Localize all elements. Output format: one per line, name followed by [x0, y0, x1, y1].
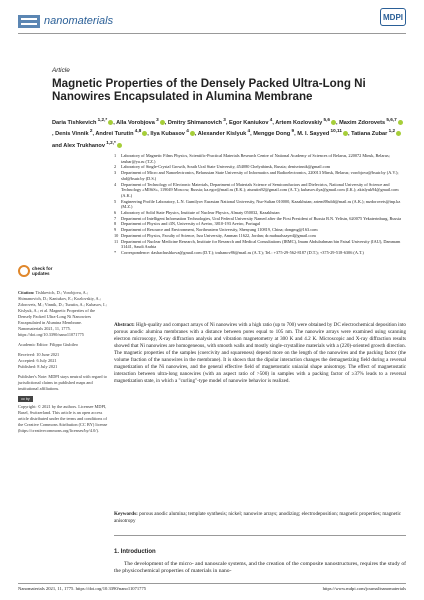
author-affiliation-marker: 1,2 [387, 128, 396, 134]
orcid-icon[interactable] [190, 131, 195, 136]
affiliation-number: 11 [114, 238, 119, 244]
author-name[interactable]: Maxim Zdorovets [339, 119, 386, 126]
author-affiliation-marker: 4 [184, 128, 189, 134]
author-name[interactable]: Andrei Turutin [95, 131, 134, 138]
author-affiliation-marker: 9 [290, 128, 295, 134]
author-affiliation-marker: 4 [268, 117, 273, 122]
affiliation-text: Department of Nuclear Medicine Research, Institute for Research and Medical Consultations (IRMC), Imam Abdulrahman bin Faisal University (IAU), Dammam 31441, Saudi Arabia [121, 238, 401, 250]
affiliation-text: Engineering Profile Laboratory, L.N. Gumilyov Eurasian National University, Nur-Sultan 010000, Kazakhstan; artem88sddt@mail.ru (A.K.); mzdorovets@inp.kz (M.Z.) [121, 198, 401, 210]
affiliation-item [114, 182, 406, 199]
affiliation-number: * [114, 249, 117, 255]
author-name[interactable]: Artem Kozlovskiy [275, 119, 323, 126]
author-name[interactable]: Tatiana Zubar [351, 131, 388, 138]
citation-text: Tishkevich, D.; Vorobjova, A.; Shimanovich, D.; Kaniukov, E.; Kozlovskiy, A.; Zdorovets, M.; Vinnik, D.; Turutin, A.; Kubasov, I.; Kislyuk, A.; et al. Magnetic Properties of the Densely Packed Ultra-Long Ni Nanowires Encapsulated in Alumina Membrane. Nanomaterials 2021, 11, 1775. https://doi.org/10.3390/nano11071775 [18, 290, 107, 337]
keywords-label: Keywords: [114, 511, 138, 517]
footer-divider [18, 583, 406, 584]
affiliation-text: Department of Physics, Faculty of Science, Isra University, Amman 11622, Jordan; dr.mabualssayed@gmail.com [121, 232, 316, 238]
check-updates-line2: updates [32, 271, 50, 277]
author-name[interactable]: Dmitry Shimanovich [167, 119, 222, 126]
affiliation-text: Laboratory of Magnetic Films Physics, Scientific-Practical Materials Research Centre of National Academy of Sciences of Belarus, 220072 Minsk, Belarus; tzubar@ya.ru (T.Z.) [121, 153, 390, 164]
orcid-icon[interactable] [142, 131, 147, 136]
abstract [114, 322, 406, 385]
orcid-icon[interactable] [398, 120, 403, 125]
affiliation-list [114, 153, 406, 256]
author-name[interactable]: Alex Trukhanov [63, 142, 105, 149]
affiliation-text: Correspondence: dashachushkova@gmail.com (D.T.); truhanov86@mail.ru (A.T.); Tel.: +375-29-562-8187 (D.T.); +375-29-518-6306 (A.T.) [121, 249, 364, 255]
author-name[interactable]: M. I. Sayyed [297, 131, 330, 138]
copyright-notice: Copyright: © 2021 by the authors. Licensee MDPI, Basel, Switzerland. This article is an open access article distributed under the terms and conditions of the Creative Commons Attribution (CC BY) license (https://creativecommons.org/licenses/by/4.0/). [18, 404, 108, 433]
citation-label: Citation: [18, 290, 35, 295]
affiliation-text: Department of Micro and Nanoelectronics, Belarusian State University of Informatics and Radioelectronics, 220013 Minsk, Belarus; vorobjova@bsuir.by (A.V.); shd@bsuir.by (D.S.) [121, 170, 399, 181]
citation-block [18, 290, 108, 338]
orcid-icon[interactable] [343, 131, 348, 136]
author-name[interactable]: Egor Kaniukov [228, 119, 269, 126]
footer-citation[interactable]: Nanomaterials 2021, 11, 1775. https://doi.org/10.3390/nano11071775 [18, 586, 147, 591]
journal-header [18, 12, 113, 30]
author-affiliation-marker: 4 [246, 128, 251, 134]
intro-paragraph: The development of the micro- and nanoscale systems, and the creation of the composite nanostructures, requires the study of the physicochemical properties of materials in nano- [114, 561, 406, 575]
author-affiliation-marker: 5,6,7 [385, 117, 397, 122]
affiliation-text: Department of Technology of Electronic Materials, Department of Materials Science of Semiconductors and Dielectrics, National University of Science and Technology «MISiS», 119049 Moscow, Russia; ka.egor@mail.ru (E.K.); aturutin92@gmail.com (A.T.); kubasov.ilya@gmail.com (I.K.); akislyuk94@gmail.com (A.K.) [121, 181, 399, 198]
keywords [114, 511, 406, 525]
journal-name: nanomaterials [44, 15, 114, 28]
published-date: Published: 8 July 2021 [18, 364, 58, 369]
author-affiliation-marker: 2 [88, 128, 93, 134]
accepted-date: Accepted: 6 July 2021 [18, 358, 57, 363]
affiliation-text: Department of Resource and Environment, Northeastern University, Shenyang 110819, China; dongmg@163.com [121, 227, 318, 233]
orcid-icon[interactable] [117, 143, 122, 148]
header-divider [18, 33, 406, 34]
affiliation-item [114, 250, 406, 256]
affiliation-item [114, 199, 406, 210]
author-name[interactable]: Daria Tishkevich [52, 119, 97, 126]
article-title: Magnetic Properties of the Densely Packed Ultra-Long Ni Nanowires Encapsulated in Alumina Membrane [52, 77, 366, 103]
affiliation-number: 2 [114, 164, 117, 170]
affiliation-text: Department of Physics and i3N, University of Aveiro, 3810-193 Aveiro, Portugal [121, 221, 261, 227]
affiliation-number: 3 [114, 170, 117, 176]
affiliation-number: 8 [114, 221, 117, 227]
affiliation-item [114, 239, 406, 250]
orcid-icon[interactable] [396, 131, 401, 136]
affiliation-number: 1 [114, 153, 117, 158]
author-name[interactable]: Denis Vinnik [55, 131, 89, 138]
author-affiliation-marker: 4,8 [133, 128, 142, 134]
author-affiliation-marker: 5,6 [322, 117, 330, 122]
affiliation-number: 7 [114, 215, 117, 221]
check-for-updates[interactable] [18, 262, 70, 280]
author-affiliation-marker: 1,2,* [104, 139, 116, 145]
affiliation-number: 4 [114, 181, 117, 187]
author-name[interactable]: Alexander Kislyuk [197, 131, 247, 138]
footer-journal-url[interactable]: https://www.mdpi.com/journal/nanomaterials [322, 586, 406, 591]
section-heading: 1. Introduction [114, 549, 156, 555]
affiliation-number: 5 [114, 198, 117, 204]
received-date: Received: 10 June 2021 [18, 352, 60, 357]
affiliation-text: Laboratory of Single-Crystal Growth, South Ural State University, 454080 Chelyabinsk, Russia; denisvinnik@gmail.com [121, 164, 331, 170]
affiliation-text: Department of Intelligent Information Technologies, Ural Federal University Named after the First President of Russia B.N. Yeltsin, 620075 Yekaterinburg, Russia [121, 215, 401, 221]
orcid-icon[interactable] [160, 120, 165, 125]
orcid-icon[interactable] [108, 120, 113, 125]
affiliation-item [114, 170, 406, 181]
keywords-text: porous anodic alumina; template synthesis; nickel; nanowire arrays; anodizing; electrodeposition; magnetic properties; magnetic anisotropy [114, 511, 402, 524]
author-affiliation-marker: 3 [154, 117, 159, 122]
journal-logo-icon [18, 15, 40, 28]
author-name[interactable]: Ilya Kubasov [150, 131, 185, 138]
orcid-icon[interactable] [331, 120, 336, 125]
check-updates-line1: check for [32, 266, 53, 272]
article-sidebar [18, 290, 108, 438]
author-name[interactable]: Mengge Dong [253, 131, 291, 138]
affiliation-number: 9 [114, 227, 117, 233]
affiliation-item [114, 153, 406, 164]
affiliation-number: 6 [114, 210, 117, 216]
cc-license-icon[interactable]: cc by [18, 396, 33, 402]
article-type: Article [52, 67, 70, 74]
author-list: Daria Tishkevich $^{1,2,*}$, Alla Vorobjova $^3$, Dmitry Shimanovich $^3$, Egor Kaniukov $^4$, Artem Kozlovskiy $^{5,6}$, Maxim Zdorovets $^{5,6,7}$, Denis Vinnik $^2$, Andrei Turutin $^{4,8}$, Ilya Kubasov $^4$, Alexander Kislyuk $^4$, Mengge Dong $^9$, M. I. Sayyed $^{10,11}$, Tatiana Zubar $^{1,2}$ and Alex Trukhanov $^{1,2,*}$ [52, 116, 404, 150]
author-affiliation-marker: 3 [221, 117, 226, 122]
publisher-note: Publisher's Note: MDPI stays neutral with regard to jurisdictional claims in published maps and institutional affiliations. [18, 374, 107, 391]
abstract-label: Abstract: [114, 322, 135, 328]
keywords-divider [114, 535, 406, 536]
affiliation-text: Laboratory of Solid State Physics, Institute of Nuclear Physics, Almaty 050032, Kazakhstan [121, 210, 280, 216]
affiliation-number: 10 [114, 232, 119, 238]
author-affiliation-marker: 10,11 [329, 128, 342, 134]
mdpi-logo: MDPI [380, 8, 406, 26]
page-footer [18, 586, 406, 591]
abstract-text: High-quality and compact arrays of Ni nanowires with a high ratio (up to 700) were obtained by DC electrochemical deposition into porous anodic alumina membranes with a distance between pores equal to 105 nm. The nanowire arrays were examined using scanning electron microscopy, X-ray diffraction analysis and vibration magnetometry at 300 K and 4.2 K. Microscopic and X-ray diffraction results showed that Ni nanowires are homogeneous, with smooth walls and mostly single-crystalline materials with a (220)-oriented growth direction. The magnetic properties of the samples (coercivity and squareness) depend more on the length of the nanowires and the packing factor (the volume fraction of the nanowires in the membrane). It is shown that the dipolar interaction changes the demagnetizing field during a reversal magnetization of the Ni nanowires, and the general effective field of magnetostatic uniaxial shape anisotropy. The effect of magnetostatic interaction between ultra-long nanowires (with an aspect ratio of >500) in samples with a packing factor of ≥37% leads to a reversal magnetization state, in which a "curling"-type model of nanowire behavior is realized. [114, 322, 406, 384]
academic-editor: Academic Editor: Filippo Giubileo [18, 342, 79, 347]
author-affiliation-marker: 1,2,* [96, 117, 108, 122]
update-check-icon [18, 265, 30, 277]
author-name[interactable]: Alla Vorobjova [116, 119, 155, 126]
